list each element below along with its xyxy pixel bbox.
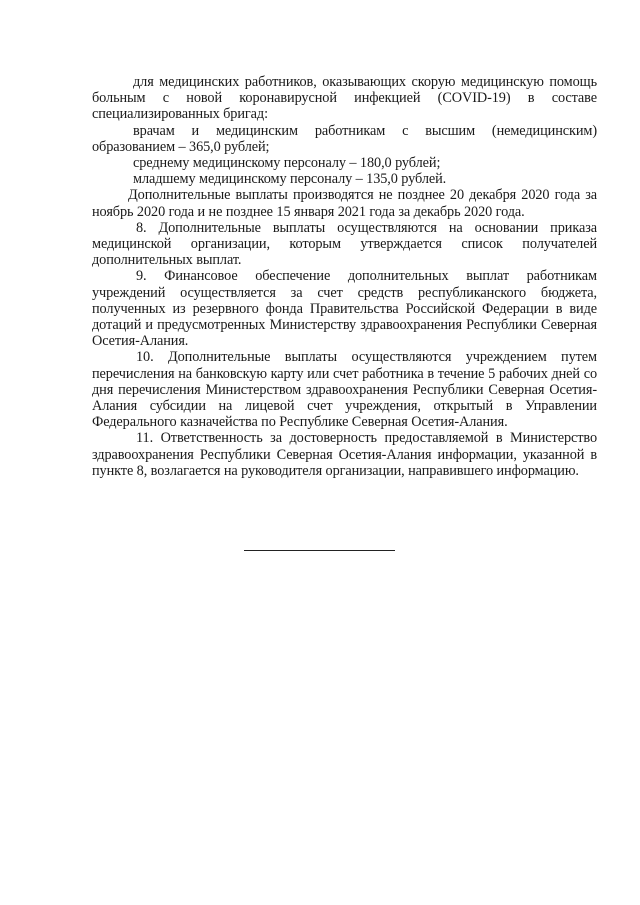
paragraph-item-10: 10. Дополнительные выплаты осуществляются учреждением путем перечисления на банковскую карту или счет работника в течение 5 рабочих дней со дня перечисления Министерством здравоохранения Республики Северная Осетия-Алания субсидии на лицевой счет учреждения, открытый в Управлении Федерального казначейства по Республике Северная Осетия-Алания. — [92, 349, 597, 431]
paragraph-item-8: 8. Дополнительные выплаты осуществляются на основании приказа медицинской организации, которым утверждается список получателей дополнительных выплат. — [92, 219, 597, 269]
paragraph-item-11: 11. Ответственность за достоверность предоставляемой в Министерство здравоохранения Республики Северная Осетия-Алания информации, указанной в пункте 8, возлагается на руководителя организации, направившего информацию. — [92, 430, 597, 479]
paragraph-junior-rate: младшему медицинскому персоналу – 135,0 рублей. — [133, 171, 447, 188]
end-of-document-rule — [244, 550, 395, 551]
paragraph-doctors-rate: врачам и медицинским работникам с высшим (немедицинским) образованием – 365,0 рублей; — [92, 122, 597, 155]
paragraph-item-9: 9. Финансовое обеспечение дополнительных выплат работникам учреждений осуществляется за счет средств республиканского бюджета, полученных из резервного фонда Правительства Российской Федерации в виде дотаций и предусмотренных Министерству здравоохранения Республики Северная Осетия-Алания. — [92, 268, 597, 350]
paragraph-payment-deadlines: Дополнительные выплаты производятся не позднее 20 декабря 2020 года за ноябрь 2020 года и не позднее 15 января 2021 года за декабрь 2020 года. — [92, 187, 597, 220]
document-body — [92, 74, 597, 479]
paragraph-mid-level-rate: среднему медицинскому персоналу – 180,0 рублей; — [133, 155, 441, 172]
paragraph-ambulance-workers: для медицинских работников, оказывающих скорую медицинскую помощь больным с новой коронавирусной инфекцией (COVID-19) в составе специализированных бригад: — [92, 74, 597, 123]
